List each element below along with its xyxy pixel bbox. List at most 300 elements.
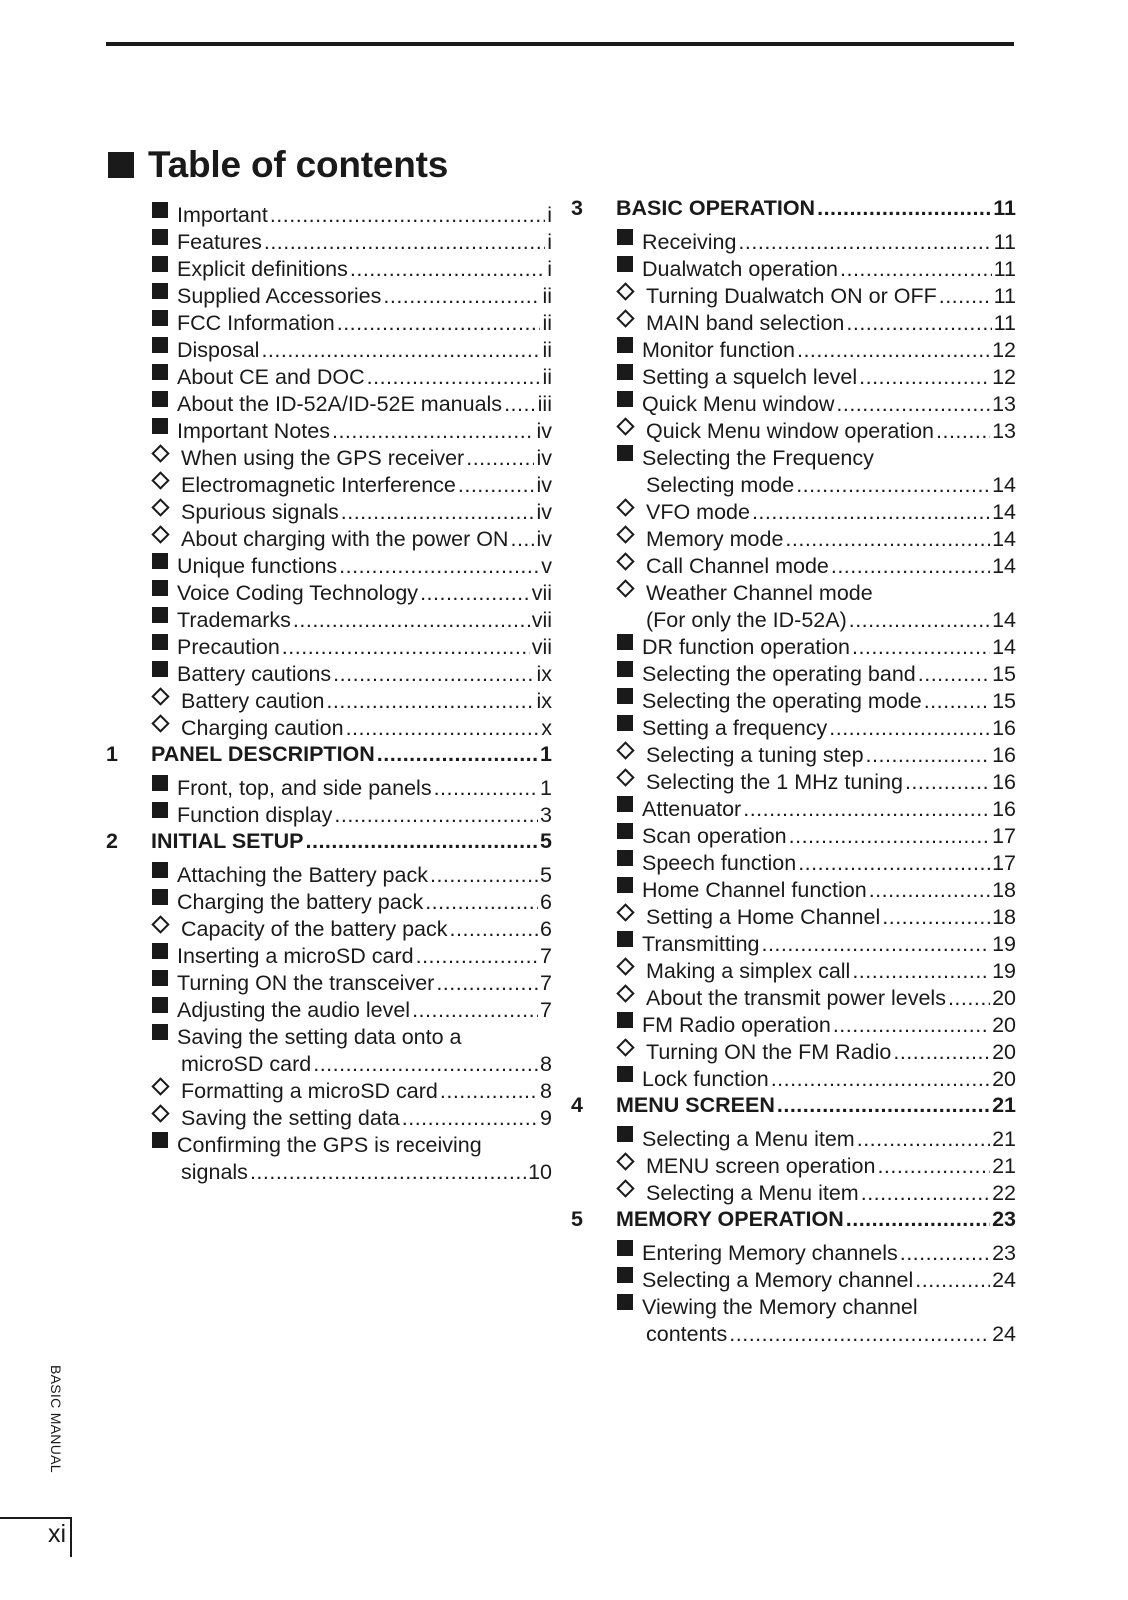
toc-chapter[interactable] xyxy=(571,195,1016,222)
toc-entry-label: Inserting a microSD card xyxy=(177,944,414,968)
square-shape xyxy=(152,634,168,650)
toc-entry[interactable] xyxy=(571,1233,1016,1265)
toc-entry-page: 11 xyxy=(993,311,1016,335)
diamond-shape xyxy=(616,741,634,759)
bullet-spacer xyxy=(616,1314,642,1341)
toc-entry-page: 18 xyxy=(992,878,1016,902)
dot-leader xyxy=(270,202,545,229)
toc-entry-page: iv xyxy=(536,473,552,497)
toc-entry-label: DR function operation xyxy=(642,635,850,659)
dot-leader xyxy=(420,580,530,607)
square-bullet-icon xyxy=(616,222,642,249)
square-bullet-icon xyxy=(616,357,642,384)
square-bullet-icon xyxy=(616,627,642,654)
toc-entry-page: 13 xyxy=(992,419,1016,443)
dot-leader xyxy=(377,741,538,768)
toc-chapter[interactable] xyxy=(571,1092,1016,1119)
dot-leader xyxy=(846,310,991,337)
toc-entry-label: Supplied Accessories xyxy=(177,284,382,308)
toc-entry-label: Adjusting the audio level xyxy=(177,998,411,1022)
dot-leader xyxy=(861,1180,990,1207)
square-bullet-icon xyxy=(151,276,177,303)
toc-entry-label: Electromagnetic Interference xyxy=(181,473,456,497)
dot-leader xyxy=(882,904,990,931)
square-bullet-icon xyxy=(616,708,642,735)
page-number: xi xyxy=(48,1520,67,1548)
diamond-shape xyxy=(616,525,634,543)
diamond-bullet-icon xyxy=(616,735,642,762)
chapter-number: 1 xyxy=(106,742,118,766)
toc-entry-label: Quick Menu window xyxy=(642,392,835,416)
toc-entry-page: 19 xyxy=(992,932,1016,956)
toc-entry[interactable] xyxy=(571,1119,1016,1151)
square-shape xyxy=(152,970,168,986)
square-bullet-icon xyxy=(616,1059,642,1086)
toc-entry-page: vii xyxy=(531,608,552,632)
toc-entry-page: 3 xyxy=(540,803,552,827)
toc-entry-label: Setting a Home Channel xyxy=(646,905,881,929)
square-bullet-icon xyxy=(151,411,177,438)
dot-leader xyxy=(333,661,534,688)
toc-entry-page: iv xyxy=(536,527,552,551)
square-shape xyxy=(617,1240,633,1256)
toc-entry-label: Transmitting xyxy=(642,932,760,956)
square-bullet-icon xyxy=(616,330,642,357)
dot-leader xyxy=(261,337,540,364)
toc-entry-label: MENU screen operation xyxy=(646,1154,876,1178)
square-shape xyxy=(617,688,633,704)
toc-entry-label: PANEL DESCRIPTION xyxy=(151,742,375,766)
diamond-bullet-icon xyxy=(616,492,642,519)
square-shape xyxy=(617,391,633,407)
square-shape xyxy=(617,877,633,893)
toc-entry-label: signals xyxy=(181,1160,248,1184)
dot-leader xyxy=(936,418,990,445)
toc-entry-label: INITIAL SETUP xyxy=(151,829,304,853)
diamond-shape xyxy=(616,984,634,1002)
dot-leader xyxy=(829,715,990,742)
square-bullet-icon xyxy=(151,768,177,795)
toc-entry-label: MAIN band selection xyxy=(646,311,845,335)
toc-entry-label: Front, top, and side panels xyxy=(177,776,432,800)
diamond-shape xyxy=(616,309,634,327)
square-bullet-icon xyxy=(616,789,642,816)
toc-entry-label: Features xyxy=(177,230,262,254)
diamond-bullet-icon xyxy=(616,303,642,330)
dot-leader xyxy=(798,850,990,877)
square-bullet-icon xyxy=(151,195,177,222)
toc-left-column xyxy=(106,195,552,1184)
dot-leader xyxy=(789,823,990,850)
diamond-shape xyxy=(616,903,634,921)
toc-entry-page: 21 xyxy=(992,1127,1016,1151)
square-bullet-icon xyxy=(616,924,642,951)
diamond-bullet-icon xyxy=(616,762,642,789)
toc-entry-label: When using the GPS receiver xyxy=(181,446,465,470)
dot-leader xyxy=(436,970,538,997)
dot-leader xyxy=(434,775,538,802)
toc-entry-page: 21 xyxy=(992,1154,1016,1178)
toc-entry-label: Selecting the Frequency xyxy=(642,446,874,470)
toc-entry-label: Home Channel function xyxy=(642,878,867,902)
dot-leader xyxy=(869,877,990,904)
dot-leader xyxy=(918,661,990,688)
toc-entry-page: ii xyxy=(542,311,552,335)
square-shape xyxy=(617,445,633,461)
square-bullet-icon xyxy=(616,843,642,870)
toc-entry-page: 20 xyxy=(992,1067,1016,1091)
toc-entry-label: Memory mode xyxy=(646,527,784,551)
toc-entry-label: Confirming the GPS is receiving xyxy=(177,1133,482,1157)
dot-leader xyxy=(341,499,535,526)
toc-entry-page: 13 xyxy=(992,392,1016,416)
diamond-bullet-icon xyxy=(151,519,177,546)
square-bullet-icon xyxy=(151,963,177,990)
toc-entry-page: 15 xyxy=(992,689,1016,713)
toc-entry-label: Important xyxy=(177,203,268,227)
diamond-shape xyxy=(151,471,169,489)
toc-entry-label: MENU SCREEN xyxy=(616,1093,775,1117)
dot-leader xyxy=(350,256,545,283)
toc-entry-label: Weather Channel mode xyxy=(646,581,873,605)
toc-entry-label: Dualwatch operation xyxy=(642,257,839,281)
square-bullet-icon xyxy=(616,654,642,681)
dot-leader xyxy=(339,553,539,580)
square-bullet-icon xyxy=(616,870,642,897)
diamond-shape xyxy=(151,1077,169,1095)
toc-entry[interactable] xyxy=(571,222,1016,254)
toc-entry-page: iv xyxy=(536,419,552,443)
dot-leader xyxy=(849,607,990,634)
toc-entry-label: Saving the setting data xyxy=(181,1106,400,1130)
toc-entry-label: Selecting a Menu item xyxy=(642,1127,855,1151)
toc-entry-page: ix xyxy=(536,689,552,713)
toc-entry-page: 22 xyxy=(992,1181,1016,1205)
toc-entry-page: 19 xyxy=(992,959,1016,983)
dot-leader xyxy=(458,472,535,499)
diamond-bullet-icon xyxy=(616,951,642,978)
toc-entry-page: 8 xyxy=(540,1052,552,1076)
square-shape xyxy=(617,850,633,866)
dot-leader xyxy=(893,1039,990,1066)
corner-rule-horizontal xyxy=(0,1517,72,1519)
toc-entry-page: 7 xyxy=(540,998,552,1022)
dot-leader xyxy=(900,1240,990,1267)
toc-entry[interactable] xyxy=(106,768,552,800)
square-bullet-icon xyxy=(151,795,177,822)
square-bullet-icon xyxy=(616,384,642,411)
dot-leader xyxy=(412,997,538,1024)
square-shape xyxy=(152,862,168,878)
square-bullet-icon xyxy=(616,816,642,843)
toc-entry-page: 8 xyxy=(540,1079,552,1103)
dot-leader xyxy=(264,229,545,256)
square-shape xyxy=(152,310,168,326)
toc-entry-label: Selecting a tuning step xyxy=(646,743,864,767)
square-shape xyxy=(152,580,168,596)
square-bullet-icon xyxy=(151,936,177,963)
toc-entry-label: Selecting the operating band xyxy=(642,662,916,686)
toc-entry-label: contents xyxy=(646,1322,728,1346)
square-shape xyxy=(152,1132,168,1148)
toc-entry-label: Formatting a microSD card xyxy=(181,1079,438,1103)
diamond-bullet-icon xyxy=(151,1098,177,1125)
toc-entry-page: ii xyxy=(542,284,552,308)
dot-leader xyxy=(797,337,990,364)
diamond-shape xyxy=(151,525,169,543)
toc-entry-page: iv xyxy=(536,500,552,524)
toc-entry-page: 5 xyxy=(540,829,552,853)
dot-leader xyxy=(743,796,990,823)
diamond-shape xyxy=(616,1152,634,1170)
dot-leader xyxy=(510,526,534,553)
toc-entry-label: Turning ON the FM Radio xyxy=(646,1040,892,1064)
toc-chapter[interactable] xyxy=(106,828,552,855)
toc-entry-page: v xyxy=(541,554,552,578)
toc-entry-page: 24 xyxy=(992,1322,1016,1346)
dot-leader xyxy=(293,607,530,634)
square-shape xyxy=(152,337,168,353)
chapter-number: 2 xyxy=(106,829,118,853)
toc-entry-label: Setting a frequency xyxy=(642,716,828,740)
dot-leader xyxy=(771,1066,990,1093)
dot-leader xyxy=(817,195,991,222)
toc-entry-page: vii xyxy=(531,635,552,659)
dot-leader xyxy=(761,931,990,958)
square-bullet-icon xyxy=(151,357,177,384)
diamond-bullet-icon xyxy=(616,573,642,600)
square-shape xyxy=(617,661,633,677)
dot-leader xyxy=(416,943,538,970)
toc-entry-label: Battery caution xyxy=(181,689,325,713)
diamond-bullet-icon xyxy=(151,492,177,519)
toc-entry-page: 11 xyxy=(993,230,1016,254)
diamond-bullet-icon xyxy=(616,897,642,924)
toc-entry-page: i xyxy=(547,230,552,254)
square-shape xyxy=(617,1066,633,1082)
square-shape xyxy=(152,997,168,1013)
dot-leader xyxy=(852,634,990,661)
toc-entry-page: x xyxy=(541,716,552,740)
diamond-bullet-icon xyxy=(151,465,177,492)
toc-entry-page: 24 xyxy=(992,1268,1016,1292)
diamond-bullet-icon xyxy=(616,1146,642,1173)
toc-entry-label: About the ID-52A/ID-52E manuals xyxy=(177,392,503,416)
toc-entry[interactable] xyxy=(106,855,552,887)
toc-entry-label: Monitor function xyxy=(642,338,795,362)
dot-leader xyxy=(367,364,541,391)
square-bullet-icon xyxy=(151,990,177,1017)
diamond-bullet-icon xyxy=(151,681,177,708)
square-shape xyxy=(617,1012,633,1028)
toc-entry-label: Attenuator xyxy=(642,797,742,821)
diamond-bullet-icon xyxy=(151,708,177,735)
square-shape xyxy=(617,1267,633,1283)
toc-entry-label: Charging caution xyxy=(181,716,344,740)
toc-entry-label: Trademarks xyxy=(177,608,291,632)
chapter-number: 4 xyxy=(571,1093,583,1117)
toc-entry-label: Explicit definitions xyxy=(177,257,348,281)
dot-leader xyxy=(905,769,990,796)
diamond-shape xyxy=(151,915,169,933)
title-row xyxy=(108,144,448,186)
toc-entry-page: vii xyxy=(531,581,552,605)
dot-leader xyxy=(402,1105,538,1132)
toc-entry-page: 11 xyxy=(993,257,1016,281)
chapter-number: 3 xyxy=(571,196,583,220)
diamond-bullet-icon xyxy=(616,276,642,303)
bullet-spacer xyxy=(151,1044,177,1071)
diamond-shape xyxy=(616,957,634,975)
square-shape xyxy=(617,1294,633,1310)
toc-entry-page: 7 xyxy=(540,971,552,995)
toc-entry-label: Viewing the Memory channel xyxy=(642,1295,918,1319)
dot-leader xyxy=(250,1159,526,1186)
square-bullet-icon xyxy=(616,1233,642,1260)
dot-leader xyxy=(948,985,990,1012)
square-shape xyxy=(152,802,168,818)
toc-entry-page: 6 xyxy=(540,890,552,914)
toc-entry-label: Function display xyxy=(177,803,333,827)
toc-entry-page: 16 xyxy=(992,716,1016,740)
toc-entry-page: i xyxy=(547,257,552,281)
corner-rule-vertical xyxy=(70,1517,72,1557)
toc-entry-label: Call Channel mode xyxy=(646,554,829,578)
dot-leader xyxy=(752,499,990,526)
square-bullet-icon xyxy=(151,249,177,276)
toc-entry-label: VFO mode xyxy=(646,500,750,524)
toc-entry-page: 12 xyxy=(992,365,1016,389)
dot-leader xyxy=(282,634,530,661)
toc-entry-label: Capacity of the battery pack xyxy=(181,917,448,941)
toc-entry-page: 6 xyxy=(540,917,552,941)
square-bullet-icon xyxy=(616,249,642,276)
square-shape xyxy=(617,634,633,650)
dot-leader xyxy=(785,526,990,553)
square-shape xyxy=(617,1126,633,1142)
toc-entry-page: 1 xyxy=(540,776,552,800)
toc-entry-label: Selecting the operating mode xyxy=(642,689,922,713)
square-bullet-icon xyxy=(151,627,177,654)
dot-leader xyxy=(836,391,990,418)
toc-entry-page: 14 xyxy=(992,608,1016,632)
diamond-bullet-icon xyxy=(151,909,177,936)
square-shape xyxy=(152,943,168,959)
diamond-shape xyxy=(616,768,634,786)
bullet-spacer xyxy=(616,600,642,627)
square-shape xyxy=(152,283,168,299)
diamond-bullet-icon xyxy=(616,519,642,546)
toc-entry-label: Selecting a Memory channel xyxy=(642,1268,914,1292)
toc-entry-label: Lock function xyxy=(642,1067,769,1091)
dot-leader xyxy=(313,1051,538,1078)
diamond-shape xyxy=(616,552,634,570)
diamond-shape xyxy=(616,1179,634,1197)
toc-entry-label: About CE and DOC xyxy=(177,365,365,389)
toc-entry-page: 1 xyxy=(540,742,552,766)
toc-entry-label: Unique functions xyxy=(177,554,338,578)
dot-leader xyxy=(939,283,992,310)
square-bullet-icon xyxy=(151,573,177,600)
diamond-shape xyxy=(616,417,634,435)
toc-entry-page: 14 xyxy=(992,500,1016,524)
square-shape xyxy=(152,661,168,677)
square-shape xyxy=(152,202,168,218)
dot-leader xyxy=(450,916,539,943)
toc-entry-page: 11 xyxy=(993,284,1016,308)
dot-leader xyxy=(425,889,538,916)
square-shape xyxy=(152,1024,168,1040)
toc-entry-page: 23 xyxy=(992,1207,1016,1231)
toc-entry-page: iii xyxy=(537,392,552,416)
chapter-number: 5 xyxy=(571,1207,583,1231)
dot-leader xyxy=(833,1012,990,1039)
toc-entry-label: Precaution xyxy=(177,635,280,659)
toc-entry[interactable] xyxy=(106,195,552,227)
side-label: BASIC MANUAL xyxy=(48,1365,64,1473)
square-bullet-icon xyxy=(151,330,177,357)
toc-entry-label: FCC Information xyxy=(177,311,335,335)
dot-leader xyxy=(831,553,990,580)
square-shape xyxy=(152,364,168,380)
toc-entry-page: 5 xyxy=(540,863,552,887)
toc-entry-page: 18 xyxy=(992,905,1016,929)
square-shape xyxy=(617,796,633,812)
toc-entry-page: 12 xyxy=(992,338,1016,362)
toc-entry-page: 20 xyxy=(992,1013,1016,1037)
toc-entry-label: Spurious signals xyxy=(181,500,339,524)
toc-entry-label: MEMORY OPERATION xyxy=(616,1207,844,1231)
square-shape xyxy=(617,823,633,839)
toc-entry-page: ix xyxy=(536,662,552,686)
dot-leader xyxy=(466,445,534,472)
toc-entry-label: Important Notes xyxy=(177,419,330,443)
toc-chapter[interactable] xyxy=(106,741,552,768)
diamond-bullet-icon xyxy=(616,411,642,438)
toc-entry-label: Saving the setting data onto a xyxy=(177,1025,462,1049)
square-bullet-icon xyxy=(616,681,642,708)
toc-entry-page: 16 xyxy=(992,770,1016,794)
toc-entry-label: (For only the ID-52A) xyxy=(646,608,847,632)
square-shape xyxy=(152,553,168,569)
toc-entry-label: Speech function xyxy=(642,851,797,875)
dot-leader xyxy=(840,256,992,283)
toc-entry-label: About charging with the power ON xyxy=(181,527,509,551)
toc-entry-label: Selecting the 1 MHz tuning xyxy=(646,770,903,794)
toc-entry-page: 17 xyxy=(992,824,1016,848)
diamond-bullet-icon xyxy=(616,546,642,573)
dot-leader xyxy=(915,1267,990,1294)
toc-entry-page: 21 xyxy=(992,1093,1016,1117)
toc-entry-label: Quick Menu window operation xyxy=(646,419,935,443)
square-bullet-icon xyxy=(616,1287,642,1314)
square-shape xyxy=(152,229,168,245)
dot-leader xyxy=(857,1126,990,1153)
square-bullet-icon xyxy=(616,1119,642,1146)
toc-entry-page: iv xyxy=(536,446,552,470)
dot-leader xyxy=(796,472,990,499)
dot-leader xyxy=(846,1206,990,1233)
toc-entry-page: 20 xyxy=(992,1040,1016,1064)
toc-entry-label: Making a simplex call xyxy=(646,959,851,983)
toc-entry-label: Battery cautions xyxy=(177,662,332,686)
dot-leader xyxy=(346,715,540,742)
toc-entry-label: microSD card xyxy=(181,1052,312,1076)
toc-chapter[interactable] xyxy=(571,1206,1016,1233)
dot-leader xyxy=(859,364,990,391)
square-shape xyxy=(617,256,633,272)
page-title: Table of contents xyxy=(148,144,449,185)
